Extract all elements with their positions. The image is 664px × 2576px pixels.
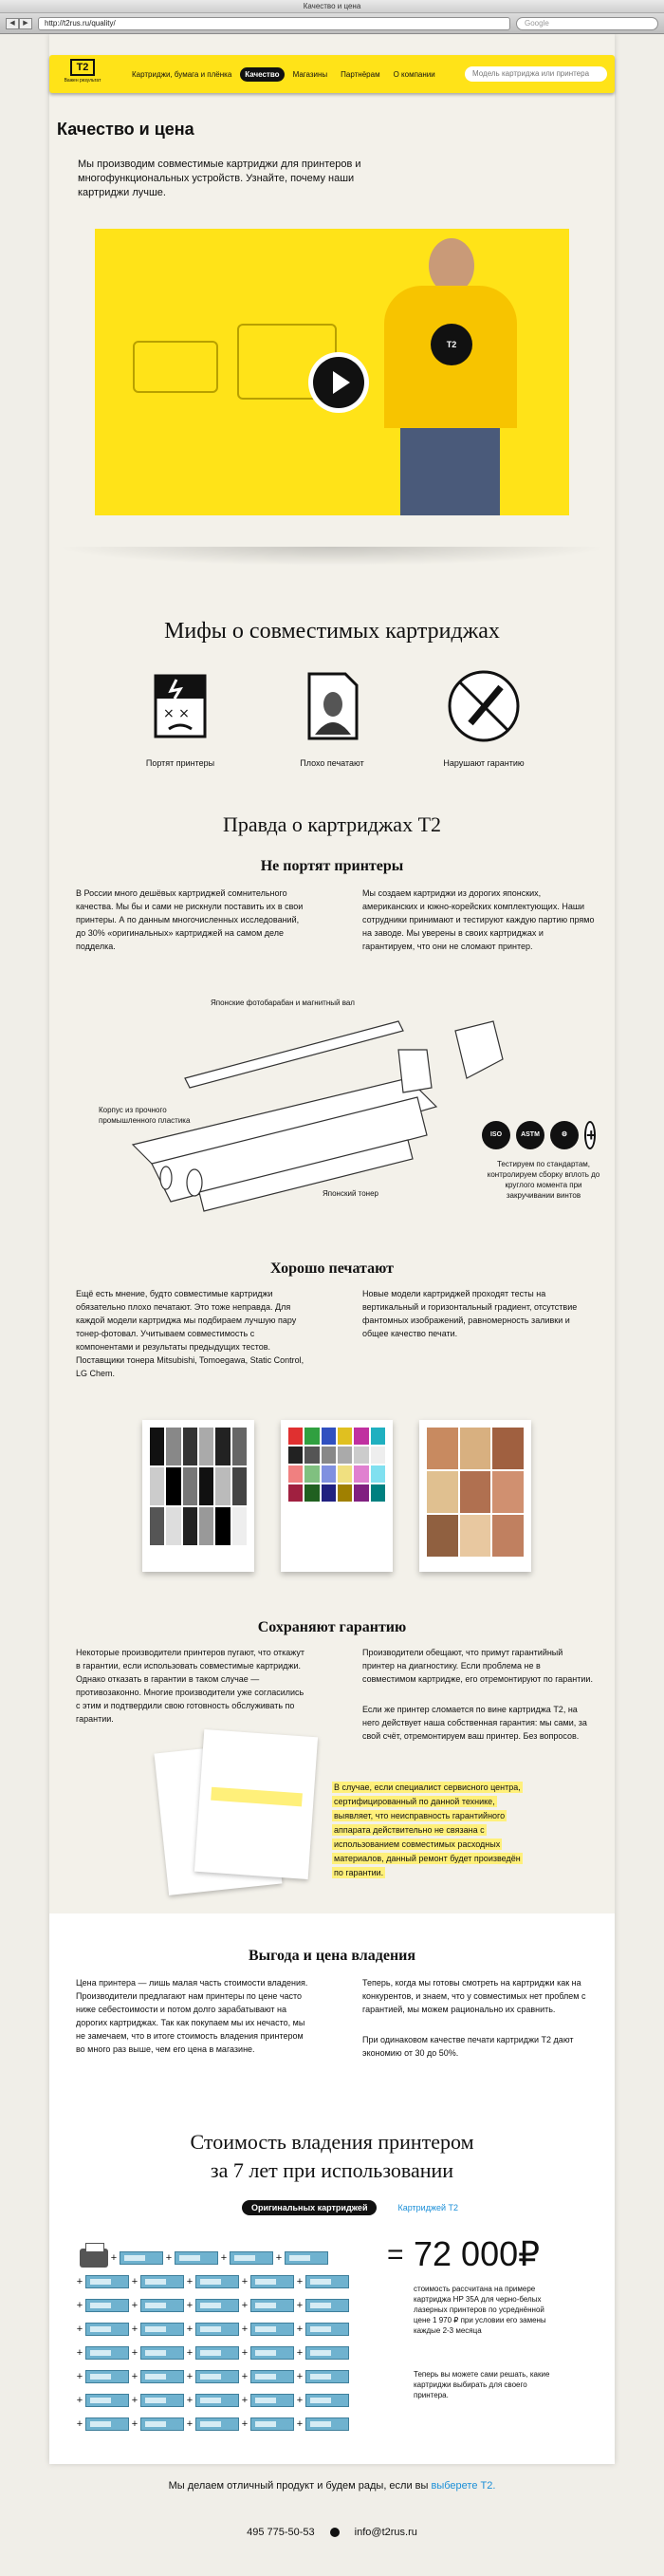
intro-text: Мы производим совместимые картриджи для принтеров и многофункциональных устройств. Узнайте, почему наши картриджи лучше. — [78, 159, 361, 198]
text-column: Если же принтер сломается по вине картриджа T2, на него действует наша собственная гарантия: мы сами, за свой счёт, отремонтируем ваш принтер. Без вопросов. — [362, 1705, 587, 1741]
plus-sign: + — [296, 2323, 304, 2335]
plus-sign: + — [76, 2323, 83, 2335]
cost-title-line-1: Стоимость владения принтером — [190, 2130, 474, 2154]
astm-badge-icon: ASTM — [516, 1121, 544, 1149]
browser-toolbar — [0, 13, 664, 34]
cartridge-icon — [305, 2299, 349, 2312]
cartridge-icon — [250, 2346, 294, 2360]
cartridge-row — [74, 2388, 397, 2412]
cartridge-icon — [305, 2370, 349, 2383]
plus-sign: + — [241, 2417, 249, 2430]
myth-label: Портят принтеры — [145, 758, 215, 768]
plus-sign: + — [275, 2251, 283, 2264]
cartridge-row — [74, 2341, 397, 2364]
printer-icon — [80, 2249, 108, 2268]
plus-sign: + — [241, 2323, 249, 2335]
cartridge-icon — [85, 2394, 129, 2407]
myths-title: Мифы о совместимых картриджах — [164, 619, 500, 644]
plus-sign: + — [186, 2275, 194, 2287]
plus-sign: + — [241, 2394, 249, 2406]
site-footer — [49, 2513, 615, 2551]
cartridge-icon — [305, 2394, 349, 2407]
plus-sign: + — [241, 2275, 249, 2287]
plus-sign: + — [76, 2346, 83, 2359]
text-column: Некоторые производители принтеров пугают, что откажут в гарантии, если использовать совместимые картриджи. Однако отказать в гарантии в таком случае — противозаконно. Многие производители уже согласились с этим и подтвердили свою готовность обслуживать по гарантии. — [76, 1648, 305, 1724]
screwdriver-prohibited-icon — [446, 668, 522, 744]
section-title-prints-well: Хорошо печатают — [270, 1260, 394, 1277]
plus-sign: + — [296, 2275, 304, 2287]
text-column: Производители обещают, что примут гарантийный принтер на диагностику. Если проблема не в совместимом картридже, его отремонтируют по гарантии. — [362, 1648, 593, 1684]
section-title-warranty: Сохраняют гарантию — [257, 1619, 407, 1635]
plus-sign: + — [110, 2251, 118, 2264]
plus-sign: + — [76, 2394, 83, 2406]
cartridge-tabs — [242, 2200, 468, 2215]
forward-button[interactable]: ▶ — [19, 18, 32, 29]
plus-sign: + — [296, 2417, 304, 2430]
label-toner: Японский тонер — [323, 1189, 378, 1198]
play-icon[interactable] — [308, 352, 369, 413]
plus-sign: + — [76, 2299, 83, 2311]
plus-sign: + — [220, 2251, 228, 2264]
footer-email[interactable]: info@t2rus.ru — [354, 2527, 417, 2538]
back-button[interactable]: ◀ — [6, 18, 19, 29]
cartridge-icon — [250, 2275, 294, 2288]
plus-sign: + — [296, 2370, 304, 2382]
cartridge-icon — [195, 2346, 239, 2360]
site-header — [49, 55, 615, 93]
total-price: 72 000₽ — [414, 2234, 541, 2273]
ownership-title: Выгода и цена владения — [248, 1948, 416, 1964]
cartridge-row — [74, 2317, 397, 2341]
logo-tagline: Важен результат — [64, 78, 101, 84]
plus-sign: + — [186, 2370, 194, 2382]
cartridge-icon — [285, 2251, 328, 2265]
presenter-legs — [400, 428, 500, 515]
cartridge-icon — [140, 2323, 184, 2336]
truth-title: Правда о картриджах T2 — [222, 812, 442, 836]
cert-note: Тестируем по стандартам, контролируем сборку вплоть до круглого момента при закручивании винтов — [487, 1160, 600, 1200]
cartridge-icon — [85, 2417, 129, 2431]
cartridge-row — [74, 2412, 397, 2436]
myth-label: Плохо печатают — [300, 758, 364, 768]
cartridge-icon — [250, 2417, 294, 2431]
plus-sign: + — [131, 2417, 138, 2430]
myth-label: Нарушают гарантию — [443, 758, 525, 768]
text-column: Ещё есть мнение, будто совместимые картриджи обязательно плохо печатают. Это тоже неправда. Для каждой модели картриджа мы подбираем лучшую пару тонер-фотовал. Учитываем совместимость с компонентами и результаты предыдущих тестов. Поставщики тонера Mitsubishi, Tomoegawa, Static Control, LG Chem. — [76, 1289, 304, 1378]
section-divider — [57, 547, 607, 566]
text-column: Новые модели картриджей проходят тесты на вертикальный и горизонтальный градиент, отсутствие фантомных изображений, равномерность заливки и общее качество печати. — [362, 1289, 578, 1338]
plus-sign: + — [131, 2275, 138, 2287]
menu-item-shops[interactable]: Магазины — [292, 69, 328, 79]
logo-mark: T2 — [70, 59, 95, 76]
text-column: При одинаковом качестве печати картриджи T2 дают экономию от 30 до 50%. — [362, 2035, 574, 2058]
text-column: Теперь, когда мы готовы смотреть на картриджи как на конкурентов, и знаем, что у совместимых нет проблем с гарантией, мы можем рационально их сравнить. — [362, 1978, 586, 2014]
cartridge-row — [74, 2269, 397, 2293]
svg-text:× ×: × × — [163, 706, 190, 721]
address-bar[interactable]: http://t2rus.ru/quality/ — [38, 17, 510, 30]
cartridge-icon — [305, 2323, 349, 2336]
price-note: стоимость рассчитана на примере картриджа HP 35A для черно-белых лазерных принтеров по усреднённой цене 1 970 ₽ при условии его замены каждые 2-3 месяца — [414, 2285, 546, 2335]
menu-item-partners[interactable]: Партнёрам — [341, 69, 380, 79]
cartridge-icon — [195, 2275, 239, 2288]
document-page — [194, 1729, 318, 1879]
menu-item-about[interactable]: О компании — [393, 69, 435, 79]
cartridge-icon — [250, 2370, 294, 2383]
cartridge-icon — [85, 2346, 129, 2360]
label-roller: Японские фотобарабан и магнитный вал — [211, 999, 355, 1007]
tab-t2[interactable]: Картриджей T2 — [397, 2203, 459, 2212]
plus-sign: + — [186, 2299, 194, 2311]
final-cta — [49, 2480, 615, 2492]
plus-sign: + — [186, 2394, 194, 2406]
cartridge-cost-grid — [74, 2246, 397, 2436]
cartridge-row — [74, 2246, 397, 2269]
test-print-color — [281, 1420, 393, 1572]
cartridge-icon — [140, 2417, 184, 2431]
cartridge-icon — [140, 2275, 184, 2288]
plus-badge-icon: + — [584, 1121, 596, 1149]
myth-item — [114, 668, 247, 768]
menu-item-quality[interactable]: Качество — [240, 67, 284, 82]
label-body: Корпус из прочного промышленного пластика — [99, 1106, 191, 1125]
cartridge-icon — [85, 2299, 129, 2312]
broken-printer-icon — [142, 668, 218, 744]
plus-sign: + — [76, 2417, 83, 2430]
cartridge-icon — [120, 2251, 163, 2265]
plus-sign: + — [131, 2370, 138, 2382]
tshirt-logo: T2 — [431, 324, 472, 365]
main-menu — [127, 67, 440, 82]
plus-sign: + — [131, 2346, 138, 2359]
cartridge-icon — [195, 2323, 239, 2336]
cartridge-icon — [195, 2417, 239, 2431]
menu-item-cartridges[interactable]: Картриджи, бумага и плёнка — [132, 69, 232, 79]
logo[interactable] — [57, 59, 108, 89]
plus-sign: + — [186, 2417, 194, 2430]
plus-sign: + — [296, 2394, 304, 2406]
video-player[interactable] — [95, 229, 569, 515]
cartridge-icon — [140, 2370, 184, 2383]
warranty-quote-text: В случае, если специалист сервисного центра, сертифицированный по данной технике, выявляет, что неисправность гарантийного аппарата действительно не связана с использованием совместимых расходных материалов, данный ремонт будет произведён по гарантии. — [334, 1783, 521, 1877]
tab-original[interactable]: Оригинальных картриджей — [242, 2200, 377, 2215]
mail-icon — [330, 2528, 340, 2537]
plus-sign: + — [241, 2370, 249, 2382]
page-viewport — [0, 34, 664, 2576]
choose-t2-link[interactable]: выберете T2. — [431, 2480, 496, 2492]
cartridge-icon — [195, 2299, 239, 2312]
text-column: Мы создаем картриджи из дорогих японских, американских и южно-корейских комплектующих. Наши сотрудники принимают и тестируют каждую партию прямо на заводе. Мы уверены в своих картриджах и гарантируем, что они не сломают принтер. — [362, 888, 595, 951]
final-text: Мы делаем отличный продукт и будем рады, если вы — [168, 2480, 432, 2492]
cartridge-icon — [195, 2370, 239, 2383]
plus-sign: + — [186, 2323, 194, 2335]
myth-item — [417, 668, 550, 768]
window-title: Качество и цена — [0, 0, 664, 13]
text-column: Цена принтера — лишь малая часть стоимости владения. Производители предлагают нам принтеры по цене часто ниже себестоимости и потом долго зарабатывают на дорогих картриджах. Так как покупаем мы их нечасто, мы не замечаем, что в итоге стоимость владения принтером во много раз выше, чем его цена в магазине. — [76, 1978, 308, 2054]
cartridge-icon — [305, 2275, 349, 2288]
plus-sign: + — [241, 2299, 249, 2311]
cartridge-row — [74, 2293, 397, 2317]
browser-search-input[interactable]: Google — [516, 17, 658, 30]
cartridge-icon — [85, 2275, 129, 2288]
footer-phone[interactable]: 495 775-50-53 — [247, 2527, 315, 2538]
cartridge-icon — [175, 2251, 218, 2265]
price-note-choice: Теперь вы можете сами решать, какие картриджи выбирать для своего принтера. — [414, 2370, 550, 2399]
cartridge-icon — [305, 2417, 349, 2431]
cartridge-icon — [305, 2346, 349, 2360]
nav-buttons — [6, 18, 32, 29]
warranty-documents — [161, 1733, 332, 1890]
cost-title — [49, 2128, 615, 2185]
page-title: Качество и цена — [57, 120, 194, 139]
iso-badge-icon: ISO — [482, 1121, 510, 1149]
test-print-photo — [419, 1420, 531, 1572]
cartridge-icon — [140, 2299, 184, 2312]
plus-sign: + — [296, 2346, 304, 2359]
printer-outline-icon — [133, 341, 218, 393]
plus-sign: + — [186, 2346, 194, 2359]
cartridge-icon — [230, 2251, 273, 2265]
cartridge-icon — [140, 2394, 184, 2407]
mona-lisa-print-icon — [294, 668, 370, 744]
plus-sign: + — [241, 2346, 249, 2359]
text-column: В России много дешёвых картриджей сомнительного качества. Мы бы и сами не рискнули поставить их в свои принтеры. А по данным многочисленных исследований, до 30% «оригинальных» картриджей на самом деле подделка. — [76, 888, 304, 951]
cartridge-icon — [250, 2299, 294, 2312]
plus-sign: + — [131, 2323, 138, 2335]
myth-item — [266, 668, 398, 768]
warranty-quote — [332, 1781, 531, 1880]
cartridge-icon — [140, 2346, 184, 2360]
cartridge-icon — [250, 2394, 294, 2407]
cartridge-row — [74, 2364, 397, 2388]
plus-sign: + — [131, 2299, 138, 2311]
gear-badge-icon: ⚙ — [550, 1121, 579, 1149]
plus-sign: + — [165, 2251, 173, 2264]
cartridge-icon — [85, 2323, 129, 2336]
plus-sign: + — [76, 2275, 83, 2287]
site-search-input[interactable]: Модель картриджа или принтера — [465, 66, 607, 82]
section-title-no-damage: Не портят принтеры — [260, 858, 404, 874]
certificates — [482, 1121, 596, 1149]
cost-title-line-2: за 7 лет при использовании — [210, 2158, 454, 2182]
test-print-grayscale — [142, 1420, 254, 1572]
plus-sign: + — [76, 2370, 83, 2382]
cartridge-icon — [85, 2370, 129, 2383]
cartridge-icon — [195, 2394, 239, 2407]
plus-sign: + — [131, 2394, 138, 2406]
plus-sign: + — [296, 2299, 304, 2311]
cartridge-icon — [250, 2323, 294, 2336]
equals-sign: = — [387, 2239, 404, 2270]
